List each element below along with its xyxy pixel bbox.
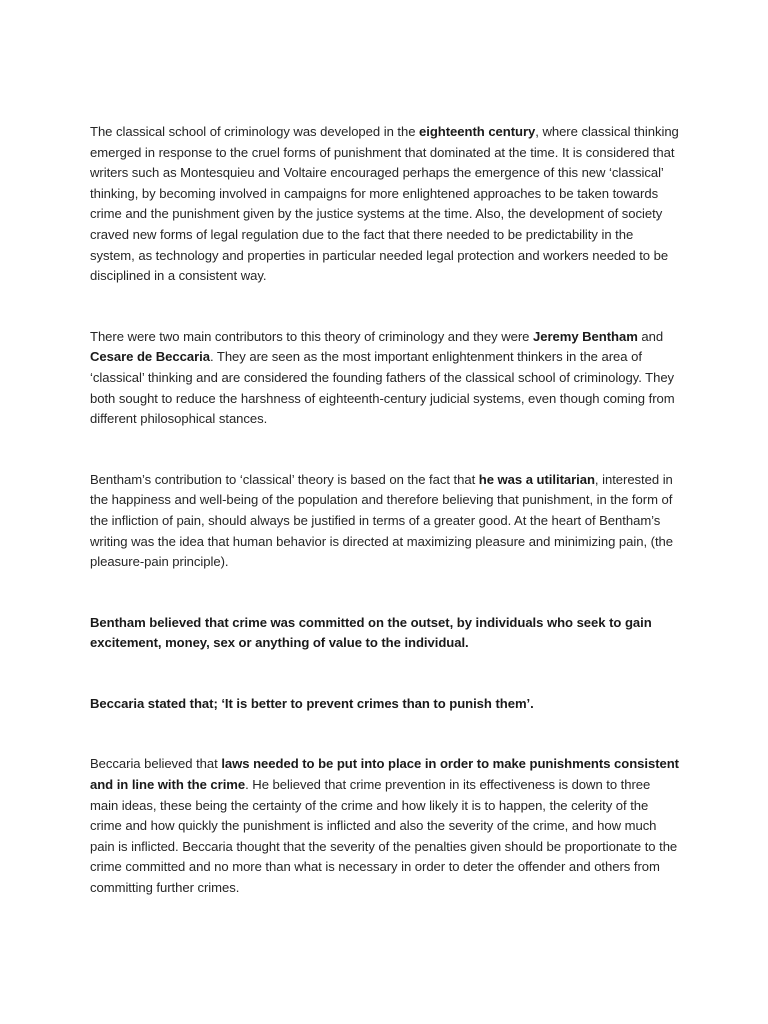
- paragraph-contributors: [90, 327, 680, 430]
- text: and: [637, 328, 664, 344]
- bold-text: eighteenth century: [419, 124, 536, 139]
- bold-text: laws needed to be put into place in order to make punishments consistent and in line with the crime: [90, 756, 679, 793]
- bold-text: he was a utilitarian: [478, 471, 595, 487]
- text: Beccaria believed that: [90, 756, 222, 772]
- text: There were two main contributors to this theory of criminology and they were: [90, 328, 533, 344]
- text: , where classical thinking emerged in response to the cruel forms of punishment that dominated at the time. It is considered that writers such as Montesquieu and Voltaire encouraged perhaps the emergence of this new ‘classical’ thinking, by becoming involved in campaigns for more enlightened approaches to be taken towards crime and the punishment given by the justice systems at the time. Also, the development of society craved new forms of legal regulation due to the fact that there needed to be predictability in the system, as technology and properties in particular needed legal protection and workers needed to be disciplined in a consistent way.: [90, 124, 679, 284]
- text: Bentham’s contribution to ‘classical’ theory is based on the fact that: [90, 471, 479, 487]
- bold-text: Cesare de Beccaria: [90, 349, 210, 365]
- paragraph-beccaria-laws: [90, 754, 680, 898]
- text: . They are seen as the most important enlightenment thinkers in the area of ‘classical’ thinking and are considered the founding fathers of the classical school of criminology. They both sought to reduce the harshness of eighteenth-century judicial systems, even though coming from different philosophical stances.: [90, 349, 675, 427]
- paragraph-beccaria-quote: Beccaria stated that; ‘It is better to prevent crimes than to punish them’.: [90, 695, 534, 711]
- paragraph-bentham-contribution: [90, 470, 680, 573]
- bold-text: Jeremy Bentham: [533, 328, 638, 344]
- text: The classical school of criminology was developed in the: [90, 124, 420, 139]
- paragraph-classical-school: [90, 122, 680, 287]
- document-body: [90, 122, 680, 899]
- paragraph-bentham-crime: Bentham believed that crime was committed on the outset, by individuals who seek to gain excitement, money, sex or anything of value to the individual.: [90, 614, 652, 651]
- text: , interested in the happiness and well-being of the population and therefore believing that punishment, in the form of the infliction of pain, should always be justified in terms of a greater good. At the heart of Bentham’s writing was the idea that human behavior is directed at maximizing pleasure and minimizing pain, (the pleasure-pain principle).: [90, 471, 674, 570]
- text: . He believed that crime prevention in its effectiveness is down to three main ideas, these being the certainty of the crime and how likely it is to happen, the celerity of the crime and how quickly the punishment is inflicted and also the severity of the crime, and how much pain is inflicted. Beccaria thought that the severity of the penalties given should be proportionate to the crime committed and no more than what is necessary in order to deter the offender and others from committing further crimes.: [90, 777, 678, 896]
